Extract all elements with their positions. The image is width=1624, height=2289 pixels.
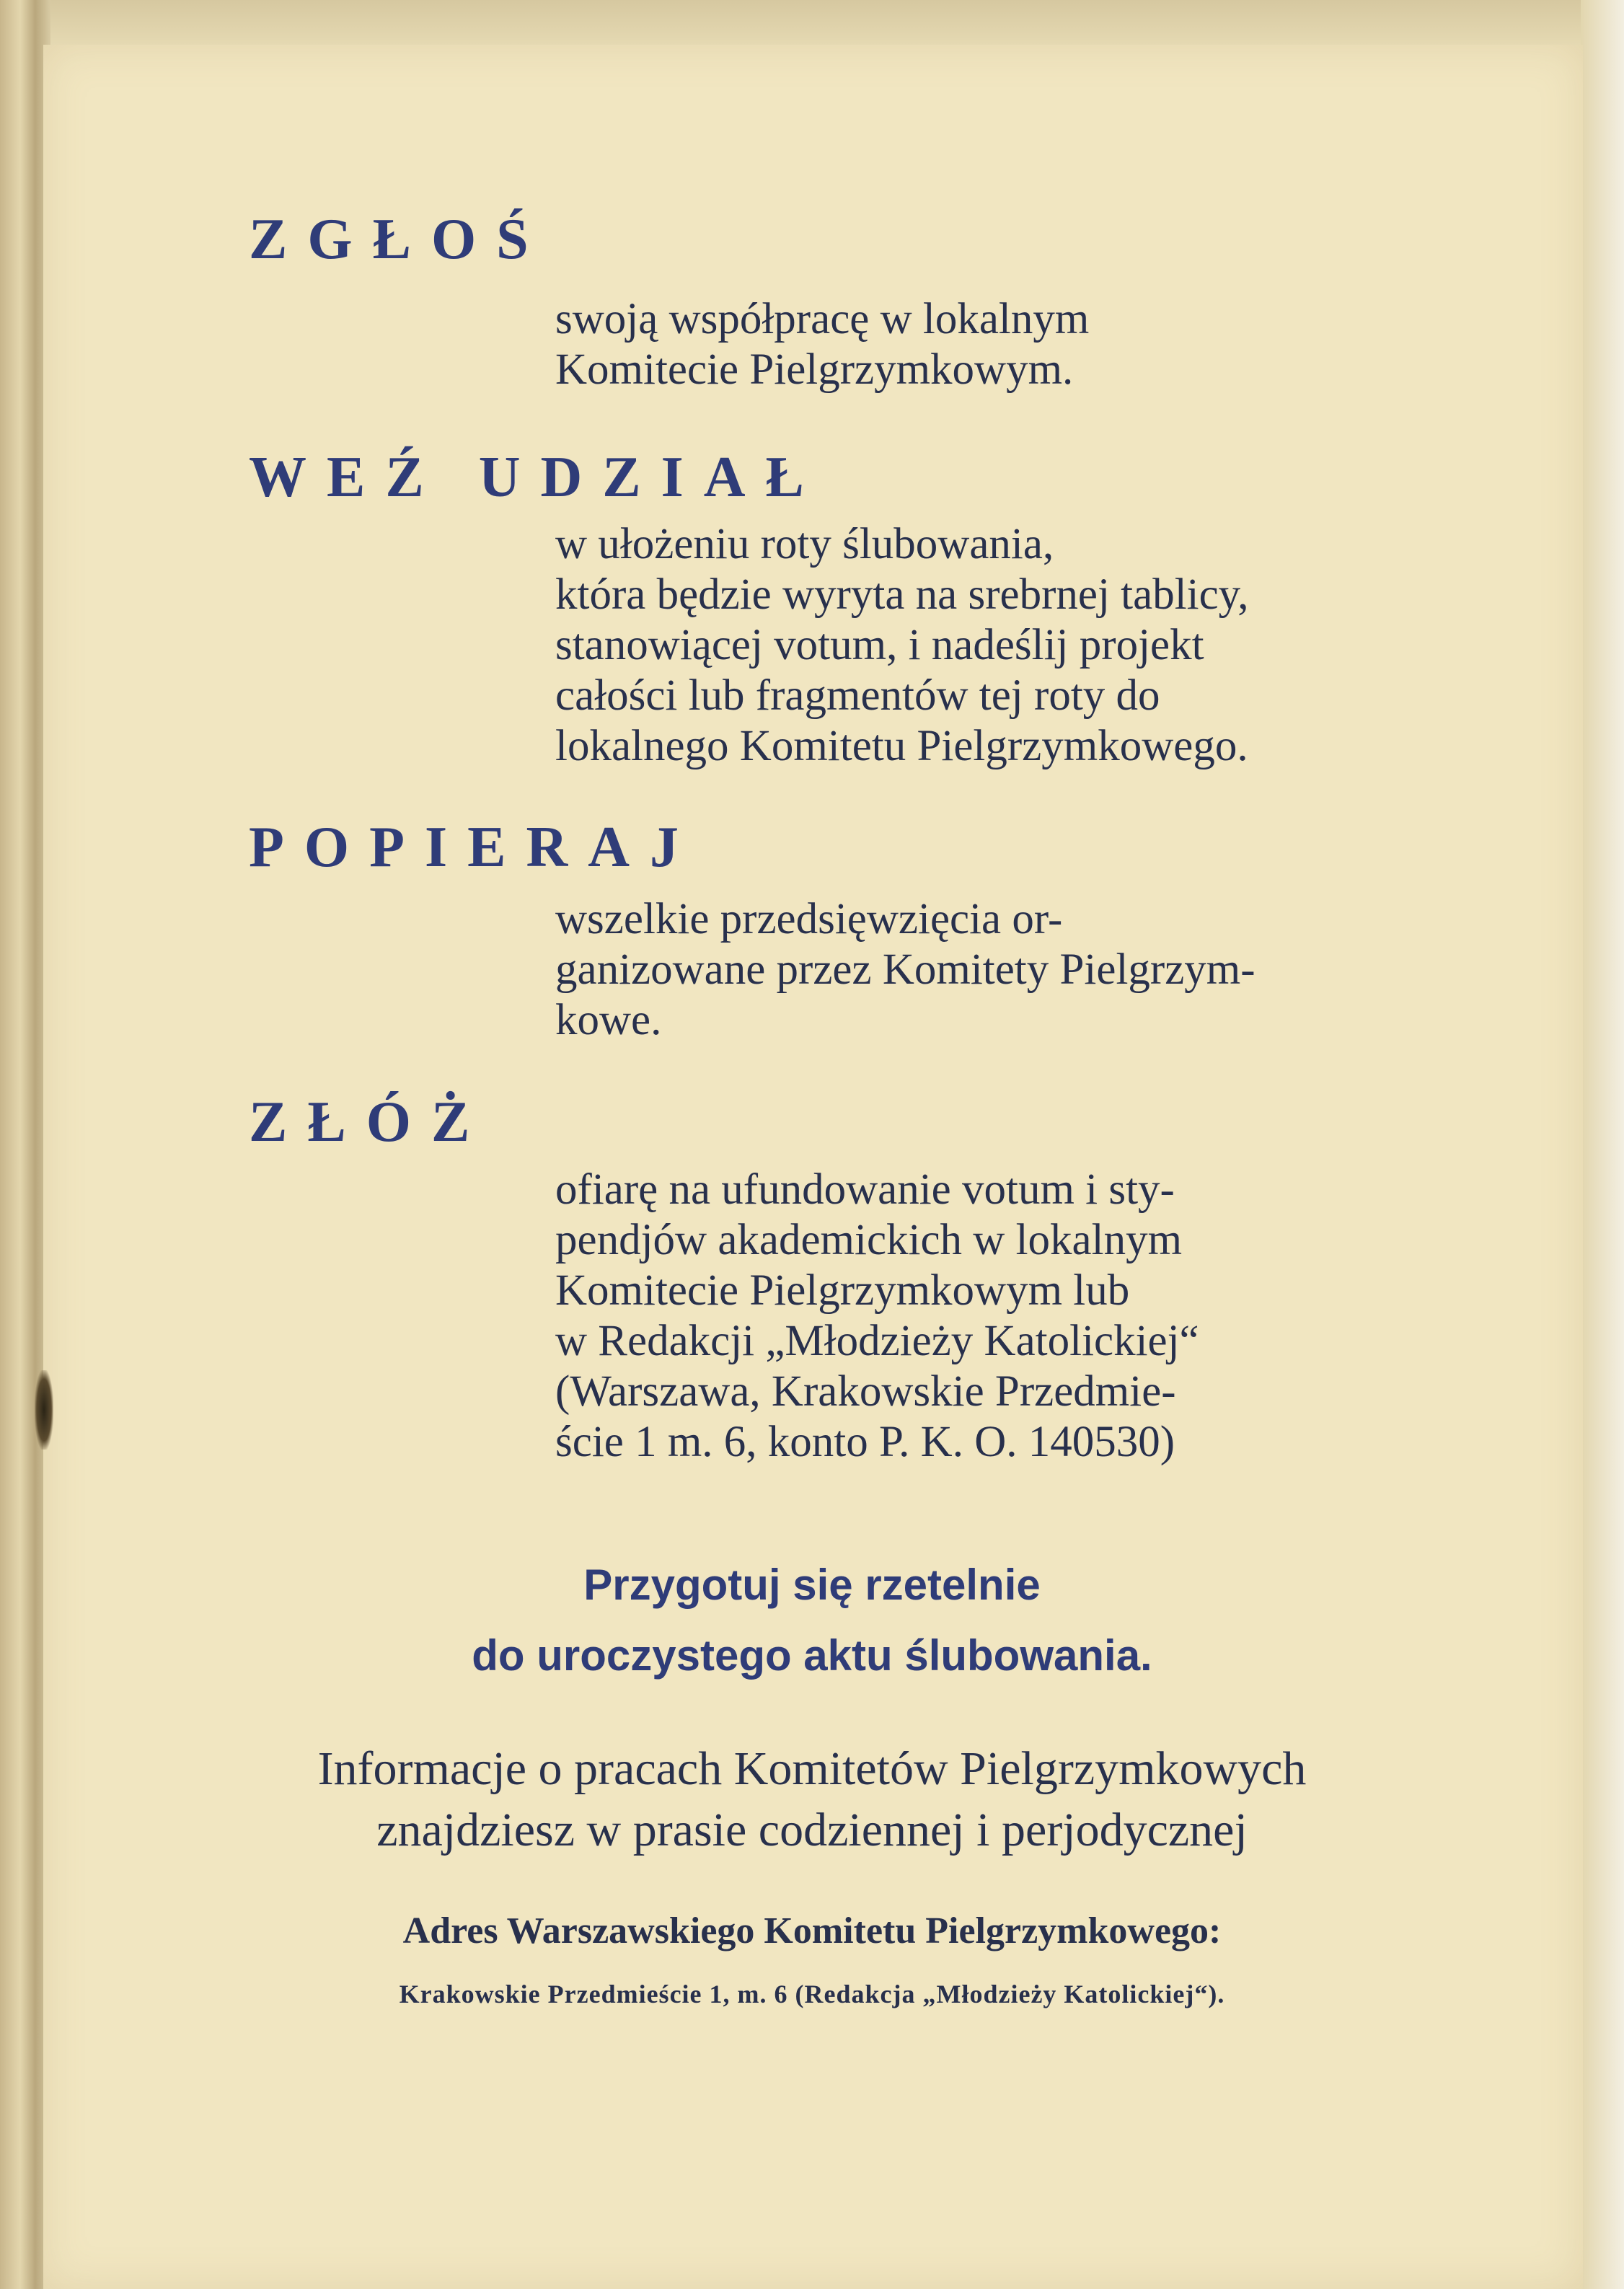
binding-hole: [35, 1370, 53, 1450]
heading-zglos: ZGŁOŚ: [249, 208, 549, 271]
paragraph-line: ofiarę na ufundowanie votum i sty-: [555, 1165, 1175, 1214]
paragraph-wez-udzial: [555, 519, 1377, 772]
paragraph-line: która będzie wyryta na srebrnej tablicy,: [555, 570, 1249, 619]
paragraph-line: lokalnego Komitetu Pielgrzymkowego.: [555, 722, 1248, 770]
paragraph-zglos: [555, 294, 1377, 395]
call-to-action-line-2: do uroczystego aktu ślubowania.: [472, 1631, 1152, 1680]
paragraph-zloz: [555, 1165, 1377, 1468]
paragraph-line: wszelkie przedsięwzięcia or-: [555, 895, 1063, 943]
heading-popieraj: POPIERAJ: [249, 816, 699, 879]
address-value: Krakowskie Przedmieście 1, m. 6 (Redakcja „Młodzieży Katolickiej“).: [399, 1980, 1225, 2008]
heading-zloz: ZŁÓŻ: [249, 1090, 490, 1154]
paragraph-line: swoją współpracę w lokalnym: [555, 295, 1090, 343]
paragraph-line: Komitecie Pielgrzymkowym.: [555, 345, 1074, 394]
paragraph-line: ście 1 m. 6, konto P. K. O. 140530): [555, 1418, 1175, 1466]
address-label: Adres Warszawskiego Komitetu Pielgrzymkowego:: [402, 1910, 1222, 1951]
info-line-2: znajdziesz w prasie codziennej i perjodycznej: [376, 1804, 1248, 1856]
call-to-action-line-1: Przygotuj się rzetelnie: [583, 1561, 1041, 1609]
scan-border-top: [0, 0, 1624, 45]
paragraph-line: pendjów akademickich w lokalnym: [555, 1216, 1183, 1264]
paragraph-popieraj: [555, 894, 1377, 1046]
paragraph-line: w ułożeniu roty ślubowania,: [555, 520, 1054, 568]
paragraph-line: (Warszawa, Krakowskie Przedmie-: [555, 1367, 1176, 1416]
paragraph-line: ganizowane przez Komitety Pielgrzym-: [555, 945, 1255, 994]
heading-wez-udzial: WEŹ UDZIAŁ: [249, 446, 824, 509]
paragraph-line: w Redakcji „Młodzieży Katolickiej“: [555, 1317, 1199, 1365]
paragraph-line: stanowiącej votum, i nadeślij projekt: [555, 621, 1204, 669]
info-line-1: Informacje o pracach Komitetów Pielgrzymkowych: [317, 1742, 1307, 1795]
paragraph-line: całości lub fragmentów tej roty do: [555, 671, 1160, 720]
paragraph-line: Komitecie Pielgrzymkowym lub: [555, 1266, 1130, 1315]
paragraph-line: kowe.: [555, 996, 662, 1044]
